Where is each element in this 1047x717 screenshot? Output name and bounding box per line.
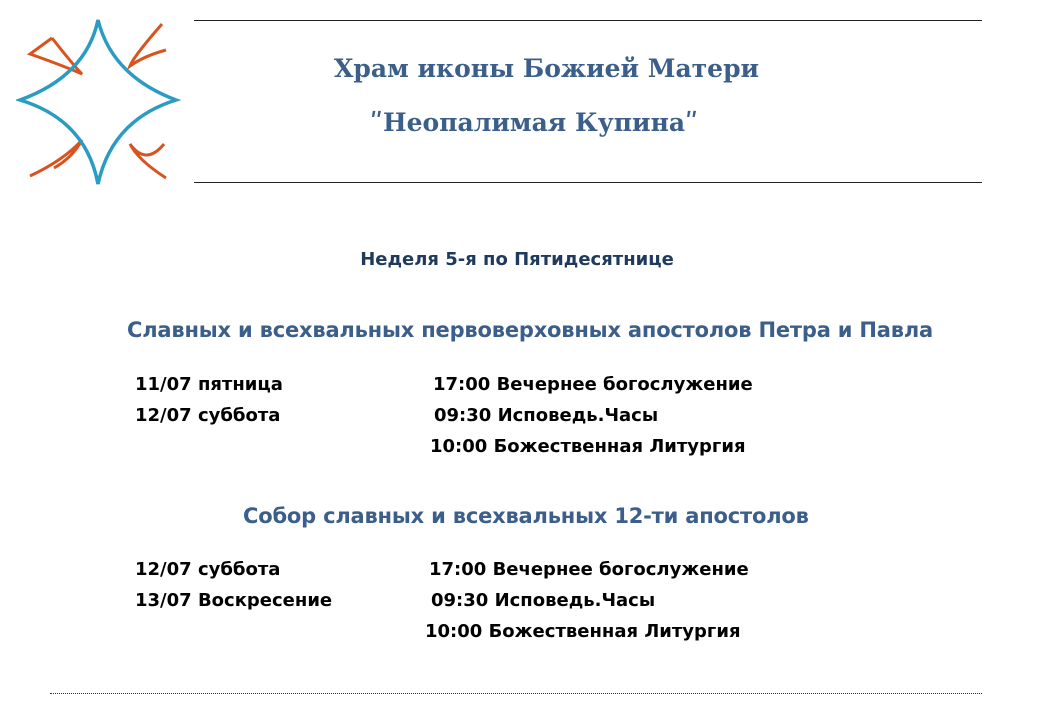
feast-title-2: Собор славных и всехвальных 12-ти апостолов: [243, 504, 809, 528]
week-title: Неделя 5-я по Пятидесятнице: [360, 249, 674, 270]
schedule-service: 17:00 Вечернее богослужение: [429, 559, 749, 580]
schedule-date: 13/07 Воскресение: [135, 590, 333, 611]
schedule-service: 10:00 Божественная Литургия: [430, 436, 746, 457]
schedule-date: 11/07 пятница: [135, 374, 283, 395]
header-bottom-rule: [194, 182, 982, 183]
footer-dotted-rule: [50, 693, 982, 694]
header-top-rule: [194, 20, 982, 21]
schedule-service: 09:30 Исповедь.Часы: [434, 405, 659, 426]
schedule-service: 10:00 Божественная Литургия: [425, 621, 741, 642]
church-name-line1: Храм иконы Божией Матери: [334, 54, 760, 83]
schedule-date: 12/07 суббота: [135, 559, 281, 580]
feast-title-1: Славных и всехвальных первоверховных апостолов Петра и Павла: [127, 318, 933, 342]
schedule-date: 12/07 суббота: [135, 405, 281, 426]
church-name-line2: ʺНеопалимая Купинаʺ: [370, 108, 699, 137]
schedule-service: 09:30 Исповедь.Часы: [431, 590, 656, 611]
schedule-service: 17:00 Вечернее богослужение: [433, 374, 753, 395]
star-logo-icon: [16, 16, 182, 188]
